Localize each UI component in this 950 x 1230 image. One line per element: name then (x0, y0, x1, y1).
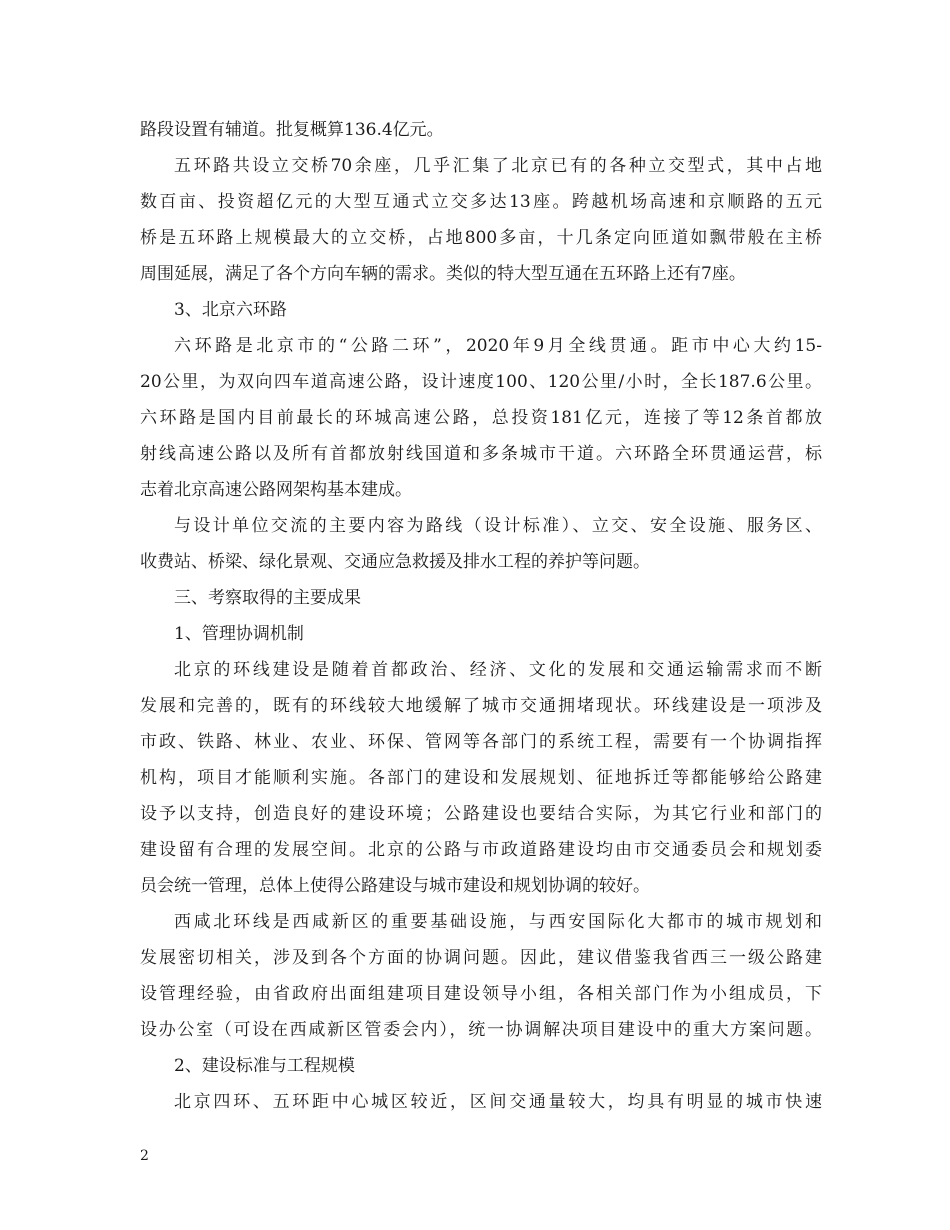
text-line: 设予以支持，创造良好的建设环境；公路建设也要结合实际，为其它行业和部门的 (140, 804, 822, 824)
text-line: 发展和完善的，既有的环线较大地缓解了城市交通拥堵现状。环线建设是一项涉及 (140, 696, 822, 716)
text-line: 2、建设标准与工程规模 (174, 1056, 355, 1076)
text-line: 1、管理协调机制 (174, 624, 304, 644)
text-line: 市政、铁路、林业、农业、环保、管网等各部门的系统工程，需要有一个协调指挥 (140, 732, 822, 752)
text-line: 收费站、桥梁、绿化景观、交通应急救援及排水工程的养护等问题。 (140, 552, 650, 572)
text-line: 数百亩、投资超亿元的大型互通式立交多达13座。跨越机场高速和京顺路的五元 (140, 192, 822, 212)
text-line: 与设计单位交流的主要内容为路线（设计标准）、立交、安全设施、服务区、 (174, 516, 822, 536)
text-line: 建设留有合理的发展空间。北京的公路与市政道路建设均由市交通委员会和规划委 (140, 840, 822, 860)
text-line: 机构，项目才能顺利实施。各部门的建设和发展规划、征地拆迁等都能够给公路建 (140, 768, 822, 788)
text-line: 西咸北环线是西咸新区的重要基础设施，与西安国际化大都市的城市规划和 (174, 912, 822, 932)
text-line: 六环路是国内目前最长的环城高速公路，总投资181亿元，连接了等12条首都放 (140, 408, 822, 428)
text-line: 设办公室（可设在西咸新区管委会内），统一协调解决项目建设中的重大方案问题。 (140, 1020, 822, 1040)
text-line: 20公里，为双向四车道高速公路，设计速度100、120公里/小时，全长187.6公里。 (140, 372, 822, 392)
text-line: 北京的环线建设是随着首都政治、经济、文化的发展和交通运输需求而不断 (174, 660, 822, 680)
text-line: 五环路共设立交桥70余座，几乎汇集了北京已有的各种立交型式，其中占地 (174, 156, 822, 176)
text-line: 六环路是北京市的“公路二环”，2020年9月全线贯通。距市中心大约15- (174, 336, 822, 356)
text-line: 志着北京高速公路网架构基本建成。 (140, 480, 412, 500)
text-line: 发展密切相关，涉及到各个方面的协调问题。因此，建议借鉴我省西三一级公路建 (140, 948, 822, 968)
text-line: 北京四环、五环距中心城区较近，区间交通量较大，均具有明显的城市快速 (174, 1092, 822, 1112)
text-line: 三、考察取得的主要成果 (174, 588, 361, 608)
text-line: 周围延展，满足了各个方向车辆的需求。类似的特大型互通在五环路上还有7座。 (140, 264, 746, 284)
text-line: 员会统一管理，总体上使得公路建设与城市建设和规划协调的较好。 (140, 876, 650, 896)
text-line: 路段设置有辅道。批复概算136.4亿元。 (140, 120, 444, 140)
text-line: 3、北京六环路 (174, 300, 287, 320)
text-line: 射线高速公路以及所有首都放射线国道和多条城市干道。六环路全环贯通运营，标 (140, 444, 822, 464)
text-line: 设管理经验，由省政府出面组建项目建设领导小组，各相关部门作为小组成员，下 (140, 984, 822, 1004)
text-line: 桥是五环路上规模最大的立交桥，占地800多亩，十几条定向匝道如飘带般在主桥 (140, 228, 822, 248)
document-body (140, 112, 822, 1120)
page-number: 2 (140, 1148, 149, 1164)
